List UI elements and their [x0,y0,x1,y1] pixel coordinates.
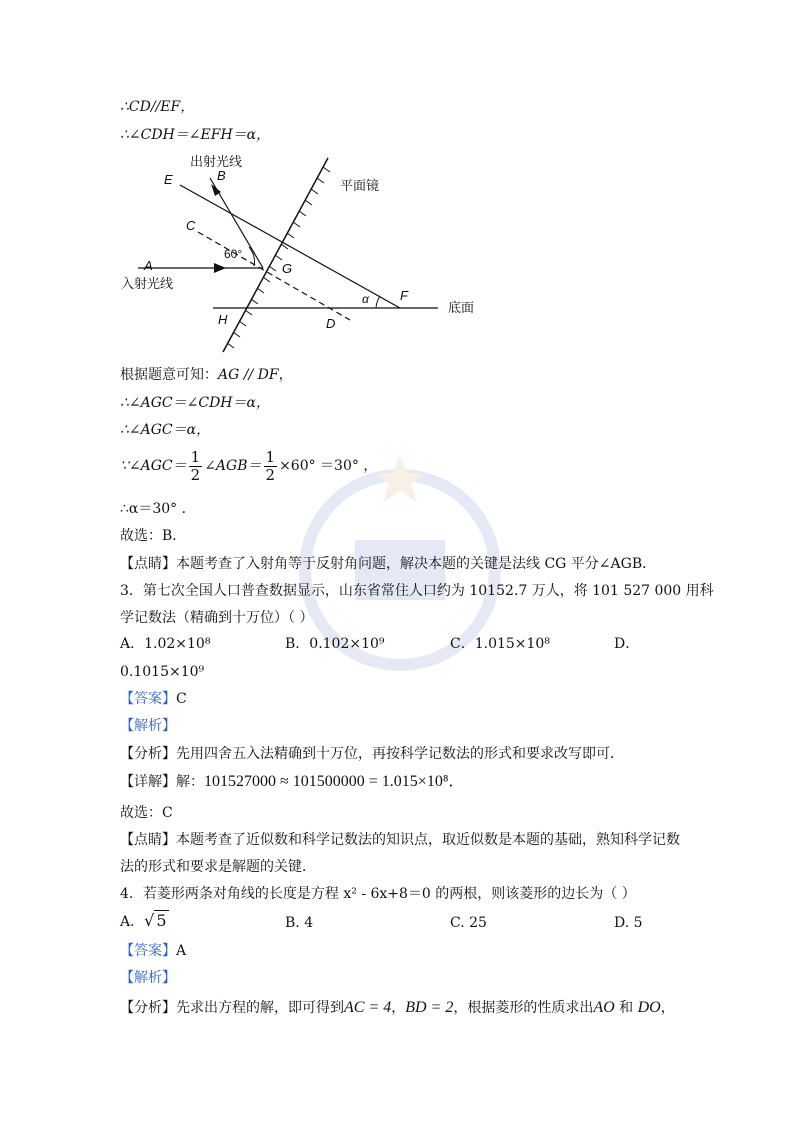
derivation-alpha-30: ∴α＝30° ． [120,501,196,517]
q3-answer: 【答案】C [120,691,187,707]
label-bottom: 底面 [448,300,475,315]
q3-analysis-tag: 【解析】 [120,718,176,734]
q3-stem-line1: 3．第七次全国人口普查数据显示，山东省常住人口约为 10152.7 万人，将 101 527 000 用科 [120,583,714,599]
q3-review-line1: 【点睛】本题考查了近似数和科学记数法的知识点，取近似数是本题的基础，熟知科学记数 [120,832,680,848]
q3-stem-line2: 学记数法（精确到十万位）（ ） [120,610,314,626]
q4-option-a: A．√ 5 [120,911,167,930]
point-b: B [217,168,226,183]
q3-option-a: A．1.02×10⁸ [120,636,211,652]
label-out-ray: 出射光线 [190,154,243,169]
q3-option-d: D． [614,636,640,652]
normal-line [198,232,350,320]
label-alpha: α [362,292,369,306]
q4-stem: 4．若菱形两条对角线的长度是方程 x² - 6x+8＝0 的两根，则该菱形的边长为（ ） [120,886,636,902]
point-a: A [144,258,153,273]
q4-fenxi: 【分析】先求出方程的解，即可得到AC = 4，BD = 2，根据菱形的性质求出AO 和 DO， [120,999,675,1016]
fraction-half: $\frac{1}{2}$ [190,447,201,484]
light-reflection-diagram [118,150,488,360]
q3-detail: 【详解】解：101527000 ≈ 101500000 = 1.015×10⁸． [120,773,465,790]
q3-fenxi: 【分析】先用四舍五入法精确到十万位，再按科学记数法的形式和要求改写即可． [120,746,624,762]
derivation-agc-alpha: ∴∠AGC＝α， [120,422,211,438]
choose-b: 故选：B． [120,528,187,544]
derivation-agc-cdh: ∴∠AGC＝∠CDH＝α， [120,395,270,411]
point-e: E [164,172,173,187]
review-q2: 【点睛】本题考查了入射角等于反射角问题，解决本题的关键是法线 CG 平分∠AGB． [120,556,657,572]
q3-review-line2: 法的形式和要求是解题的关键． [120,859,316,875]
sqrt-symbol: √ 5 [144,911,167,930]
angle-alpha-arc [376,296,380,308]
point-c: C [186,218,196,233]
q3-option-b: B．0.102×10⁹ [285,636,385,652]
q4-option-b: B. 4 [285,915,314,931]
statement-cd-parallel-ef: ∴CD//EF， [120,99,195,115]
label-mirror: 平面镜 [340,178,380,193]
label-in-ray: 入射光线 [121,276,174,291]
q3-option-c: C．1.015×10⁸ [450,636,550,652]
point-g: G [282,261,293,276]
q3-option-d-value: 0.1015×10⁹ [120,664,205,680]
derivation-ag-df: 根据题意可知：AG // DF， [120,367,293,383]
q4-analysis-tag: 【解析】 [120,970,176,986]
label-angle-60: 60° [224,247,243,261]
q3-choose: 故选：C [120,805,173,821]
point-h: H [218,312,228,327]
point-d: D [326,316,336,331]
incident-arrow [214,263,226,273]
q4-option-d: D. 5 [614,915,643,931]
fraction-half: $\frac{1}{2}$ [265,447,276,484]
derivation-half-angle: ∵∠AGC＝ $\frac{1}{2}$ ∠AGB＝ $\frac{1}{2}$ ×60° ＝30° ， [120,447,378,484]
line-ef [180,185,400,308]
point-f: F [400,288,408,303]
q4-option-c: C. 25 [450,915,487,931]
statement-angle-cdh: ∴∠CDH＝∠EFH＝α， [120,127,271,143]
q4-answer: 【答案】A [120,943,187,959]
